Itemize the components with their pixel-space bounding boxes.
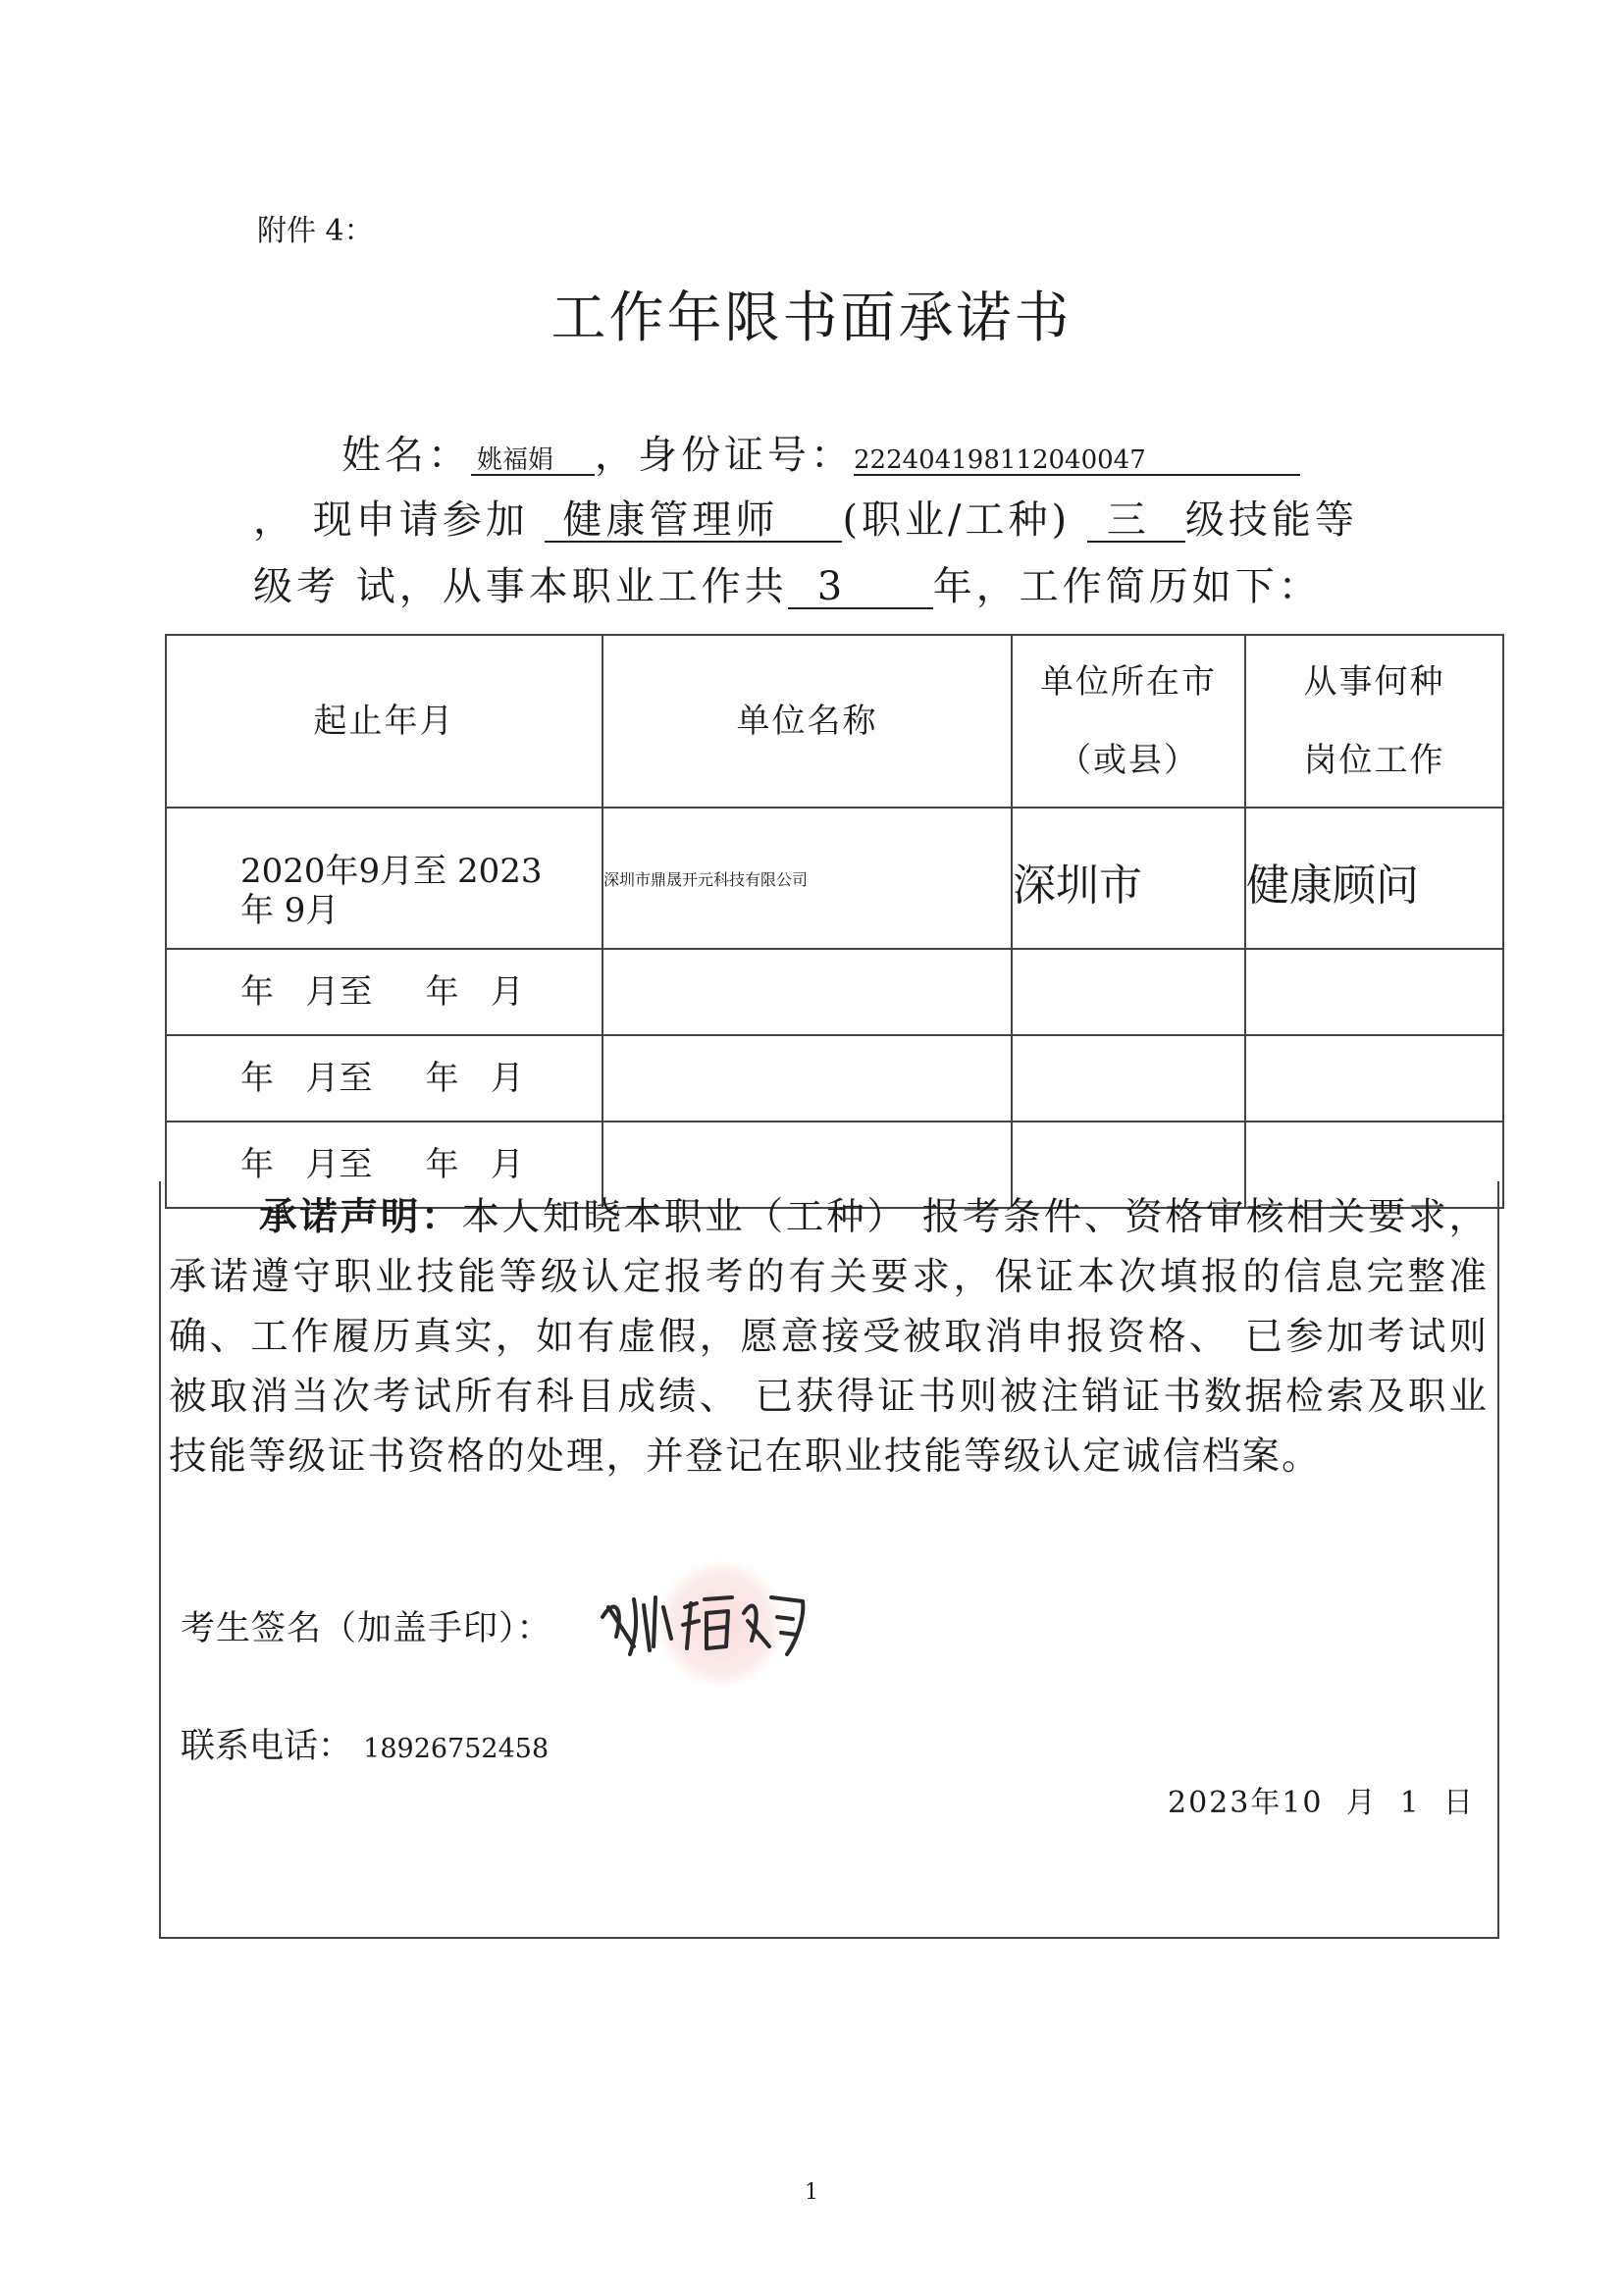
sign-date: 2023年10 月 1 日 <box>1168 1786 1475 1820</box>
company-cell <box>602 808 1012 949</box>
header-city-line1: 单位所在市 <box>1040 662 1217 702</box>
declaration-body: 本人知晓本职业（工种） 报考条件、资格审核相关要求，承诺遵守职业技能等级认定报考的有关要求，保证本次填报的信息完整准确、工作履历真实，如有虚假，愿意接受被取消申报资格、 已参加考试则被取消当次考试所有科目成绩、 已获得证书则被注销证书数据检索及职业技能等级证书资格的处理，并登记在职业技能等级认定诚信档案。 <box>169 1195 1489 1479</box>
period-cell: 年 月至 年 月 <box>166 1122 602 1208</box>
period-line2: 年 9月 <box>240 891 340 930</box>
company-name: 深圳市鼎晟开元科技有限公司 <box>603 870 809 889</box>
post-name: 健康顾问 <box>1246 861 1419 911</box>
years-field: 3 <box>788 566 933 609</box>
years-suffix: 年，工作简历如下： <box>932 564 1322 609</box>
declaration-label: 承诺声明： <box>259 1195 462 1239</box>
city-name: 深圳市 <box>1013 861 1142 911</box>
work-history-table <box>165 634 1504 1209</box>
table-row <box>166 1035 1503 1122</box>
header-company: 单位名称 <box>602 635 1012 808</box>
contact-line <box>181 1719 549 1768</box>
city-cell <box>1012 808 1245 949</box>
company-cell <box>602 1035 1012 1122</box>
intro-line-1 <box>341 424 1300 480</box>
signature-label: 考生签名（加盖手印）： <box>181 1609 552 1648</box>
city-cell <box>1012 1035 1245 1122</box>
name-label: 姓名： <box>341 433 471 478</box>
page-title: 工作年限书面承诺书 <box>550 287 1073 350</box>
handwritten-signature <box>595 1578 820 1666</box>
period-cell <box>166 808 602 949</box>
header-city-line2: （或县） <box>1058 741 1199 780</box>
period-cell: 年 月至 年 月 <box>166 1035 602 1122</box>
phone-label: 联系电话： <box>181 1727 353 1766</box>
post-cell <box>1245 1035 1503 1122</box>
company-cell <box>602 949 1012 1035</box>
id-label: ，身份证号： <box>595 433 854 478</box>
attachment-label: 附件 4： <box>257 214 374 248</box>
table-row <box>166 949 1503 1035</box>
table-row <box>166 808 1503 949</box>
occupation-suffix: (职业/工种) <box>842 497 1072 543</box>
name-field: 姚福娟 <box>471 447 595 476</box>
city-cell <box>1012 949 1245 1035</box>
page-number: 1 <box>805 2180 818 2205</box>
period-cell: 年 月至 年 月 <box>166 949 602 1035</box>
header-period: 起止年月 <box>166 635 602 808</box>
table-header-row <box>166 635 1503 808</box>
id-number-field: 222404198112040047 <box>854 447 1300 476</box>
declaration-text <box>169 1187 1489 1487</box>
exam-text: 级考 试，从事本职业工作共 <box>253 564 788 609</box>
header-post <box>1245 635 1503 808</box>
header-post-line2: 岗位工作 <box>1303 741 1445 780</box>
level-field: 三 <box>1087 499 1185 543</box>
period-line1: 2020年9月至 2023 <box>240 852 543 891</box>
level-suffix: 级技能等 <box>1184 497 1358 543</box>
apply-prefix: ， 现申请参加 <box>253 497 529 543</box>
post-cell <box>1245 808 1503 949</box>
header-post-line1: 从事何种 <box>1303 662 1445 702</box>
occupation-field: 健康管理师 <box>545 499 842 543</box>
intro-line-2 <box>253 489 1358 545</box>
intro-line-3 <box>253 555 1322 611</box>
header-city <box>1012 635 1245 808</box>
post-cell <box>1245 949 1503 1035</box>
phone-number: 18926752458 <box>363 1734 550 1764</box>
